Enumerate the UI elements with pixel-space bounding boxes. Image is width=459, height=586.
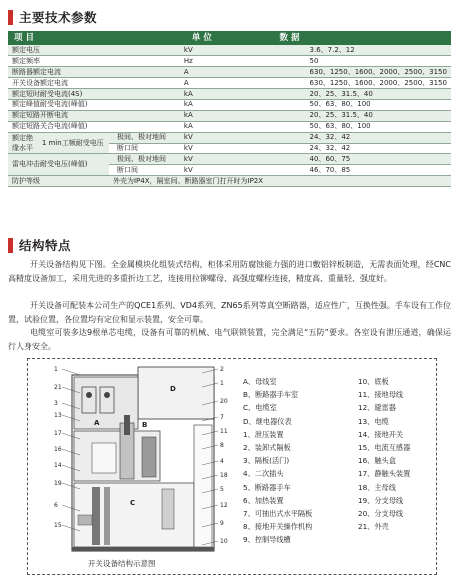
row-data: 50 [220, 56, 451, 67]
breaker-pole [142, 437, 156, 477]
row-item: 额定短时耐受电流(4S) [8, 89, 172, 100]
table-row [8, 121, 451, 132]
row-data: 46、70、85 [220, 165, 451, 176]
header-item: 项 目 [8, 31, 172, 45]
legend-item: 18、主母线 [358, 482, 396, 492]
legend-item: 20、分支母线 [358, 509, 404, 519]
label-A: A [94, 419, 100, 427]
row-data: 630、1250、1600、2000、2500、3150 [220, 78, 451, 89]
switchgear-diagram [52, 365, 232, 555]
callout-number: 21 [54, 384, 62, 391]
legend-item: 12、避雷器 [358, 403, 396, 413]
row-unit: kV [172, 143, 220, 154]
paragraph-structure: 开关设备结构见下图。全金属模块化组装式结构，柜体采用防腐蚀能力强的进口敷铝锌板制造，无需表面处理，经CNC高精度设备加工，采用先进的多重折边工艺，连接用拉铆螺母、高强度螺栓连接，精度高、重量轻、强度好。 [8, 260, 451, 283]
legend-item: 7、可抽出式水平隔板 [243, 509, 313, 519]
legend-item: D、继电器仪表 [243, 416, 292, 426]
current-transformer [78, 515, 92, 525]
row-item: 开关设备额定电流 [8, 78, 172, 89]
legend-item: 11、接地母线 [358, 390, 404, 400]
row-unit: kV [172, 154, 220, 165]
legend-item: 2、装卸式隔板 [243, 443, 291, 453]
callout-number: 1 [220, 380, 224, 387]
paragraph-safety: 电缆室可装多达9根单芯电缆，设备有可靠的机械、电气联锁装置，完全满足“五防”要求。各室设有泄压通道，确保运行人身安全。 [8, 328, 451, 351]
surge-arrester [162, 489, 174, 529]
insulation-label-line2: 缘水平 [12, 143, 33, 152]
row-item: 额定电压 [8, 45, 172, 56]
callout-number: 8 [220, 442, 224, 449]
header-unit: 单 位 [172, 31, 220, 45]
cable [104, 487, 110, 545]
row-item: 额定峰值耐受电流(峰值) [8, 99, 172, 110]
side-channel [194, 425, 212, 547]
legend-item: 21、外壳 [358, 522, 389, 532]
callout-number: 19 [54, 480, 62, 487]
legend-item: 1、泄压装置 [243, 429, 284, 439]
section-heading-specs [8, 8, 97, 26]
legend-item: 13、电缆 [358, 416, 389, 426]
insulation-label-line1: 额定绝 [12, 133, 33, 142]
callout-number: 20 [220, 398, 228, 405]
callout-leader [62, 369, 80, 375]
cabinet-base [72, 547, 214, 551]
relay-compartment [138, 367, 214, 419]
section-marker [8, 10, 13, 25]
row-sub: 断口间 [109, 165, 172, 176]
row-data: 40、60、75 [220, 154, 451, 165]
row-data: 20、25、31.5、40 [220, 89, 451, 100]
protection-data: 外壳为IP4X，隔室间、断路器室门打开时为IP2X [109, 176, 451, 187]
callout-number: 13 [54, 412, 62, 419]
row-item: 额定短路关合电流(峰值) [8, 121, 172, 132]
legend-item: 5、断路器手车 [243, 482, 291, 492]
label-B: B [142, 421, 148, 429]
row-unit: kA [172, 110, 220, 121]
row-sub: 断口间 [109, 143, 172, 154]
row-unit: A [172, 67, 220, 78]
row-item: 断路器额定电流 [8, 67, 172, 78]
freq-label: 1 min工频耐受电压 [38, 132, 109, 154]
label-D: D [170, 385, 176, 393]
callout-number: 12 [220, 502, 228, 509]
legend-item: 4、二次插头 [243, 469, 284, 479]
cable [92, 487, 100, 545]
callout-number: 3 [54, 400, 58, 407]
callout-number: 7 [220, 414, 224, 421]
label-C: C [130, 499, 136, 507]
row-unit: kV [172, 165, 220, 176]
legend-item: 16、触头盒 [358, 456, 396, 466]
table-header-row [8, 31, 451, 45]
callout-number: 4 [220, 458, 224, 465]
row-data: 50、63、80、100 [220, 99, 451, 110]
table-row [8, 154, 451, 165]
callout-number: 15 [54, 522, 62, 529]
callout-number: 14 [54, 462, 62, 469]
legend-item: 9、控制导线槽 [243, 535, 291, 545]
callout-number: 9 [220, 520, 224, 527]
impulse-label: 雷电冲击耐受电压(峰值) [8, 154, 109, 176]
row-data: 50、63、80、100 [220, 121, 451, 132]
callout-number: 11 [220, 428, 228, 435]
busbar-conductor [104, 392, 110, 398]
table-row [8, 176, 451, 187]
table-row [8, 78, 451, 89]
row-data: 630、1250、1600、2000、2500、3150 [220, 67, 451, 78]
busbar-conductor [86, 392, 92, 398]
row-unit: kV [172, 45, 220, 56]
callout-number: 5 [220, 486, 224, 493]
callout-number: 10 [220, 538, 228, 545]
legend-column-1 [243, 375, 312, 547]
row-data: 3.6、7.2、12 [220, 45, 451, 56]
legend-item: 14、接地开关 [358, 429, 404, 439]
paragraph-compatibility: 开关设备可配装本公司生产的QCE1系列、VD4系列、ZN65系列等真空断路器，适应性广，互换性强。手车设有工作位置，试验位置，各位置均有定位和显示装置，安全可靠。 [8, 301, 451, 324]
partition [92, 443, 116, 473]
legend-item: 15、电流互感器 [358, 443, 411, 453]
row-data: 24、32、42 [220, 143, 451, 154]
table-row [8, 56, 451, 67]
legend-column-2 [358, 375, 410, 533]
table-row [8, 89, 451, 100]
legend-item: 3、隔板(活门) [243, 456, 290, 466]
section-marker [8, 238, 13, 253]
table-row [8, 67, 451, 78]
section-title: 主要技术参数 [19, 10, 98, 25]
row-unit: Hz [172, 56, 220, 67]
contact-arm [124, 415, 130, 435]
callout-number: 6 [54, 502, 58, 509]
row-unit: A [172, 78, 220, 89]
row-item: 额定频率 [8, 56, 172, 67]
row-item: 额定短路开断电流 [8, 110, 172, 121]
table-row [8, 132, 451, 143]
callout-number: 1 [54, 366, 58, 373]
table-row [8, 99, 451, 110]
row-sub: 极间、极对地间 [109, 132, 172, 143]
section-heading-structure [8, 236, 71, 254]
legend-item: C、电缆室 [243, 403, 277, 413]
row-sub: 极间、极对地间 [109, 154, 172, 165]
callout-number: 2 [220, 366, 224, 373]
row-data: 20、25、31.5、40 [220, 110, 451, 121]
section-title: 结构特点 [19, 238, 72, 253]
spec-table [8, 31, 451, 187]
legend-item: 8、接地开关操作机构 [243, 522, 313, 532]
row-unit: kA [172, 89, 220, 100]
callout-number: 17 [54, 430, 62, 437]
row-unit: kA [172, 121, 220, 132]
insulation-label [8, 132, 38, 154]
protection-item: 防护等级 [8, 176, 109, 187]
legend-item: 10、底板 [358, 377, 389, 386]
diagram-caption: 开关设备结构示意图 [88, 559, 156, 568]
legend-item: 17、静触头装置 [358, 469, 411, 479]
legend-item: 6、加热装置 [243, 495, 284, 505]
row-unit: kA [172, 99, 220, 110]
table-row [8, 45, 451, 56]
legend-item: B、断路器手车室 [243, 390, 299, 400]
row-unit: kV [172, 132, 220, 143]
header-data: 数 据 [220, 31, 451, 45]
callout-number: 16 [54, 446, 62, 453]
callout-number: 18 [220, 472, 228, 479]
legend-item: 19、分支母线 [358, 495, 404, 505]
legend-item: A、母线室 [243, 377, 277, 386]
table-row [8, 110, 451, 121]
row-data: 24、32、42 [220, 132, 451, 143]
